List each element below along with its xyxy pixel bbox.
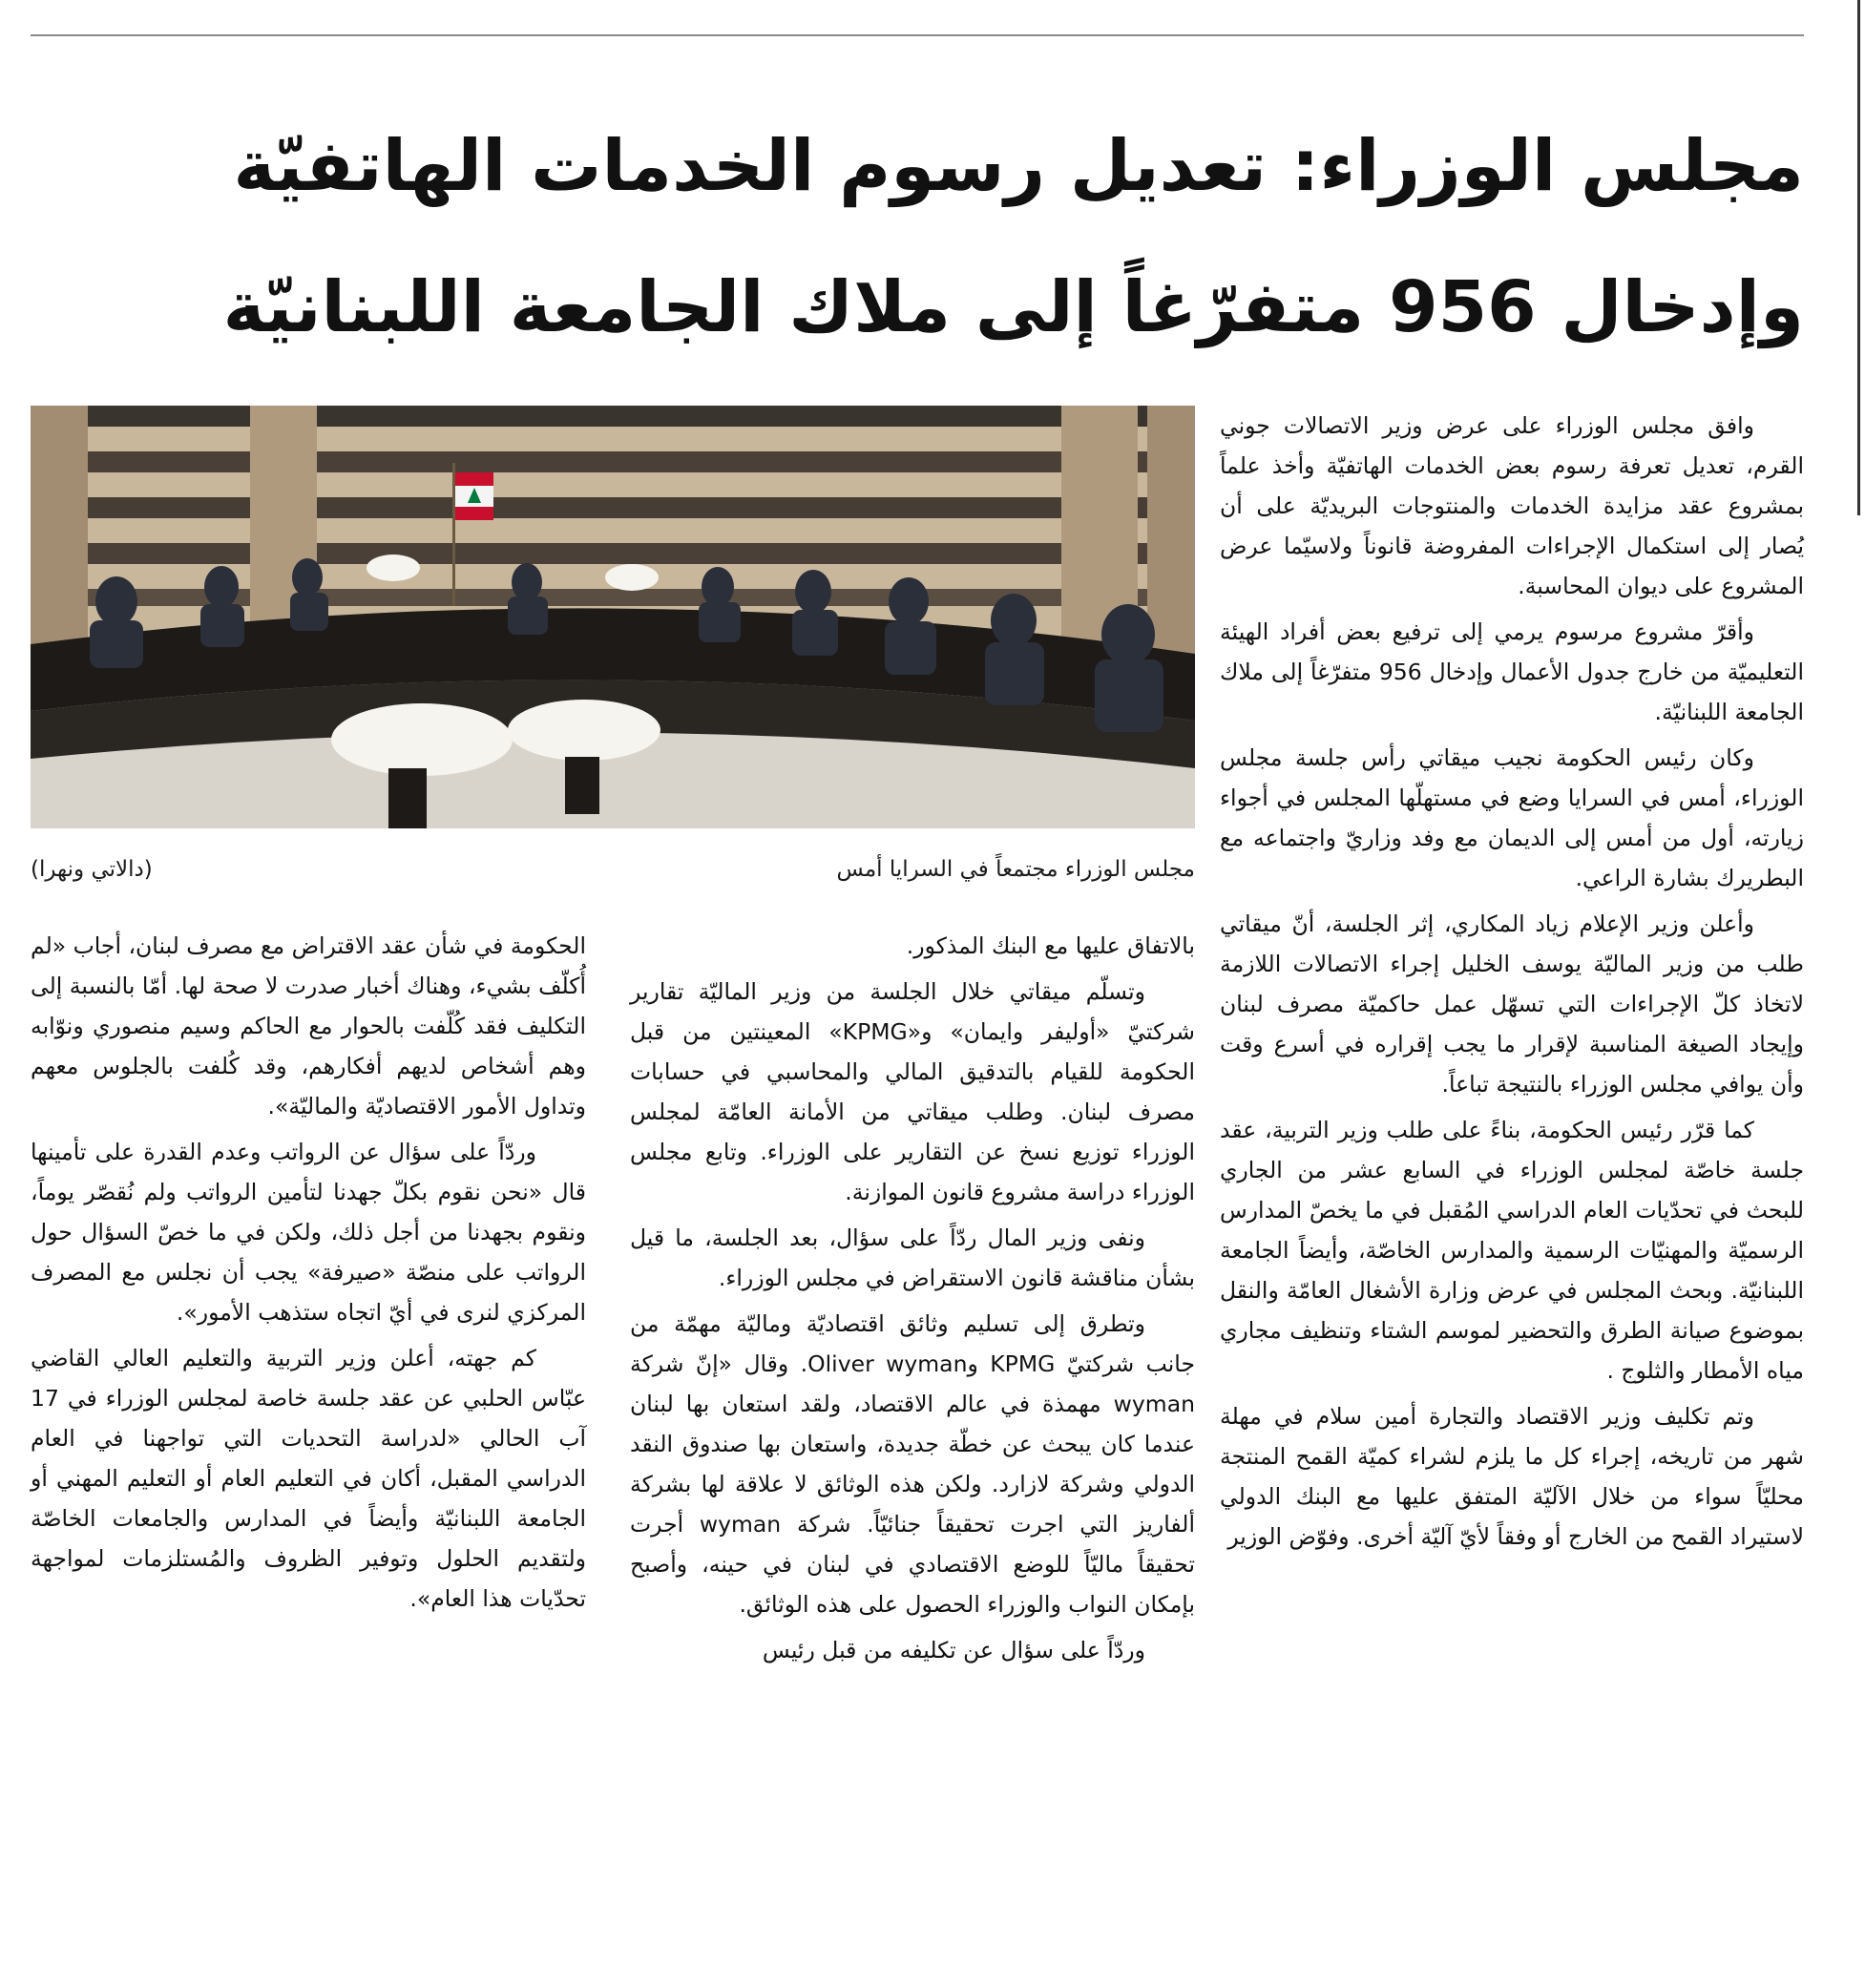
headline-line-2: وإدخال 956 متفرّغاً إلى ملاك الجامعة اللبنانيّة xyxy=(222,266,1804,348)
paragraph: وردّاً على سؤال عن تكليفه من قبل رئيس xyxy=(762,1637,1145,1664)
paragraph: وكان رئيس الحكومة نجيب ميقاتي رأس جلسة مجلس الوزراء، أمس في السرايا وضع في مستهلّها المجلس في أجواء زيارته، أول من أمس إلى الديمان مع وفد وزاريّ واجتماعه مع البطريرك بشارة الراعي. xyxy=(1220,744,1804,891)
photo-caption: مجلس الوزراء مجتمعاً في السرايا أمس xyxy=(836,857,1195,882)
article-column-1 xyxy=(1220,406,1804,1562)
paragraph: الحكومة في شأن عقد الاقتراض مع مصرف لبنان، أجاب «لم أُكلّف بشيء، وهناك أخبار صدرت لا صحة لها. أمّا بالنسبة إلى التكليف فقد كُلّفت بالحوار مع الحاكم وسيم منصوري ونوّابه وهم أشخاص لديهم أفكارهم، وقد كُلفت بالجلوس معهم وتداول الأمور الاقتصاديّة والماليّة». xyxy=(31,932,586,1120)
paragraph: وأقرّ مشروع مرسوم يرمي إلى ترفيع بعض أفراد الهيئة التعليميّة من خارج جدول الأعمال وإدخال 956 متفرّغاً إلى ملاك الجامعة اللبنانيّة. xyxy=(1220,618,1804,725)
paragraph: وتطرق إلى تسليم وثائق اقتصاديّة وماليّة مهمّة من جانب شركتيّ KPMG وOliver wyman. وقال «إنّ شركة wyman مهمذة في عالم الاقتصاد، ولقد استعان بها لبنان عندما كان يبحث عن خطّة جديدة، واستعان بها صندوق النقد الدولي وشركة لازارد. ولكن هذه الوثائق لا علاقة لها بشركة ألفاريز التي اجرت تحقيقاً جنائيّاً. شركة wyman أجرت تحقيقاً ماليّاً للوضع الاقتصادي في لبنان في حينه، وأصبح بإمكان النواب والوزراء الحصول على هذه الوثائق. xyxy=(630,1310,1195,1618)
cabinet-meeting-photo xyxy=(31,406,1195,828)
article-column-3 xyxy=(31,926,586,1624)
paragraph: وافق مجلس الوزراء على عرض وزير الاتصالات جوني القرم، تعديل تعرفة رسوم بعض الخدمات الهاتفيّة وأخذ علماً بمشروع عقد مزايدة الخدمات والمنتوجات البريديّة على أن يُصار إلى استكمال الإجراءات المفروضة قانوناً ولاسيّما عرض المشروع على ديوان المحاسبة. xyxy=(1220,412,1804,599)
article-headline xyxy=(31,95,1804,378)
paragraph: كما قرّر رئيس الحكومة، بناءً على طلب وزير التربية، عقد جلسة خاصّة لمجلس الوزراء في السابع عشر من الجاري للبحث في تحدّيات العام الدراسي المُقبل في ما يخصّ المدارس الرسميّة والمهنيّات الرسمية والمدارس الخاصّة، وأيضاً الجامعة اللبنانيّة. وبحث المجلس في عرض وزارة الأشغال العامّة والنقل بموضوع صيانة الطرق والتحضير لموسم الشتاء وتنظيف مجاري مياه الأمطار والثلوج . xyxy=(1220,1117,1804,1384)
page-edge-rule xyxy=(1857,0,1860,515)
paragraph: ونفى وزير المال ردّاً على سؤال، بعد الجلسة، ما قيل بشأن مناقشة قانون الاستقراض في مجلس الوزراء. xyxy=(630,1224,1195,1291)
paragraph: كم جهته، أعلن وزير التربية والتعليم العالي القاضي عبّاس الحلبي عن عقد جلسة خاصة لمجلس الوزراء في 17 آب الحالي «لدراسة التحديات التي تواجهنا في العام الدراسي المقبل، أكان في التعليم العام أو التعليم المهني أو الجامعة اللبنانيّة وأيضاً في المدارس والجامعات الخاصّة ولتقديم الحلول وتوفير الظروف والمُستلزمات لمواجهة تحدّيات هذا العام». xyxy=(31,1345,586,1612)
paragraph: بالاتفاق عليها مع البنك المذكور. xyxy=(906,932,1195,959)
paragraph: وتم تكليف وزير الاقتصاد والتجارة أمين سلام في مهلة شهر من تاريخه، إجراء كل ما يلزم لشراء كميّة القمح المنتجة محليّاً سواء من خلال الآليّة المتفق عليها مع البنك الدولي لاستيراد القمح من الخارج أو وفقاً لأيّ آليّة أخرى. وفوّض الوزير xyxy=(1220,1403,1804,1550)
photo-credit: (دالاتي ونهرا) xyxy=(31,857,153,882)
top-divider xyxy=(31,34,1804,36)
article-column-2 xyxy=(630,926,1195,1676)
paragraph: وتسلّم ميقاتي خلال الجلسة من وزير الماليّة تقارير شركتيّ «أوليفر وايمان» و«KPMG» المعينتين من قبل الحكومة للقيام بالتدقيق المالي والمحاسبي في حسابات مصرف لبنان. وطلب ميقاتي من الأمانة العامّة لمجلس الوزراء توزيع نسخ عن التقارير على الوزراء. وتابع مجلس الوزراء دراسة مشروع قانون الموازنة. xyxy=(630,978,1195,1205)
paragraph: وردّاً على سؤال عن الرواتب وعدم القدرة على تأمينها قال «نحن نقوم بكلّ جهدنا لتأمين الرواتب ولم نُقصّر يوماً، ونقوم بجهدنا من أجل ذلك، ولكن في ما خصّ السؤال حول الرواتب على منصّة «صيرفة» يجب أن نجلس مع المصرف المركزي لنرى في أيّ اتجاه ستذهب الأمور». xyxy=(31,1139,586,1326)
paragraph: وأعلن وزير الإعلام زياد المكاري، إثر الجلسة، أنّ ميقاتي طلب من وزير الماليّة يوسف الخليل إجراء الاتصالات اللازمة لاتخاذ كلّ الإجراءات التي تسهّل عمل حاكميّة مصرف لبنان وإيجاد الصيغة المناسبة لإقرار ما يجب إقراره في أسرع وقت وأن يوافي مجلس الوزراء بالنتيجة تباعاً. xyxy=(1220,910,1804,1098)
headline-line-1: مجلس الوزراء: تعديل رسوم الخدمات الهاتفيّة xyxy=(233,125,1804,207)
